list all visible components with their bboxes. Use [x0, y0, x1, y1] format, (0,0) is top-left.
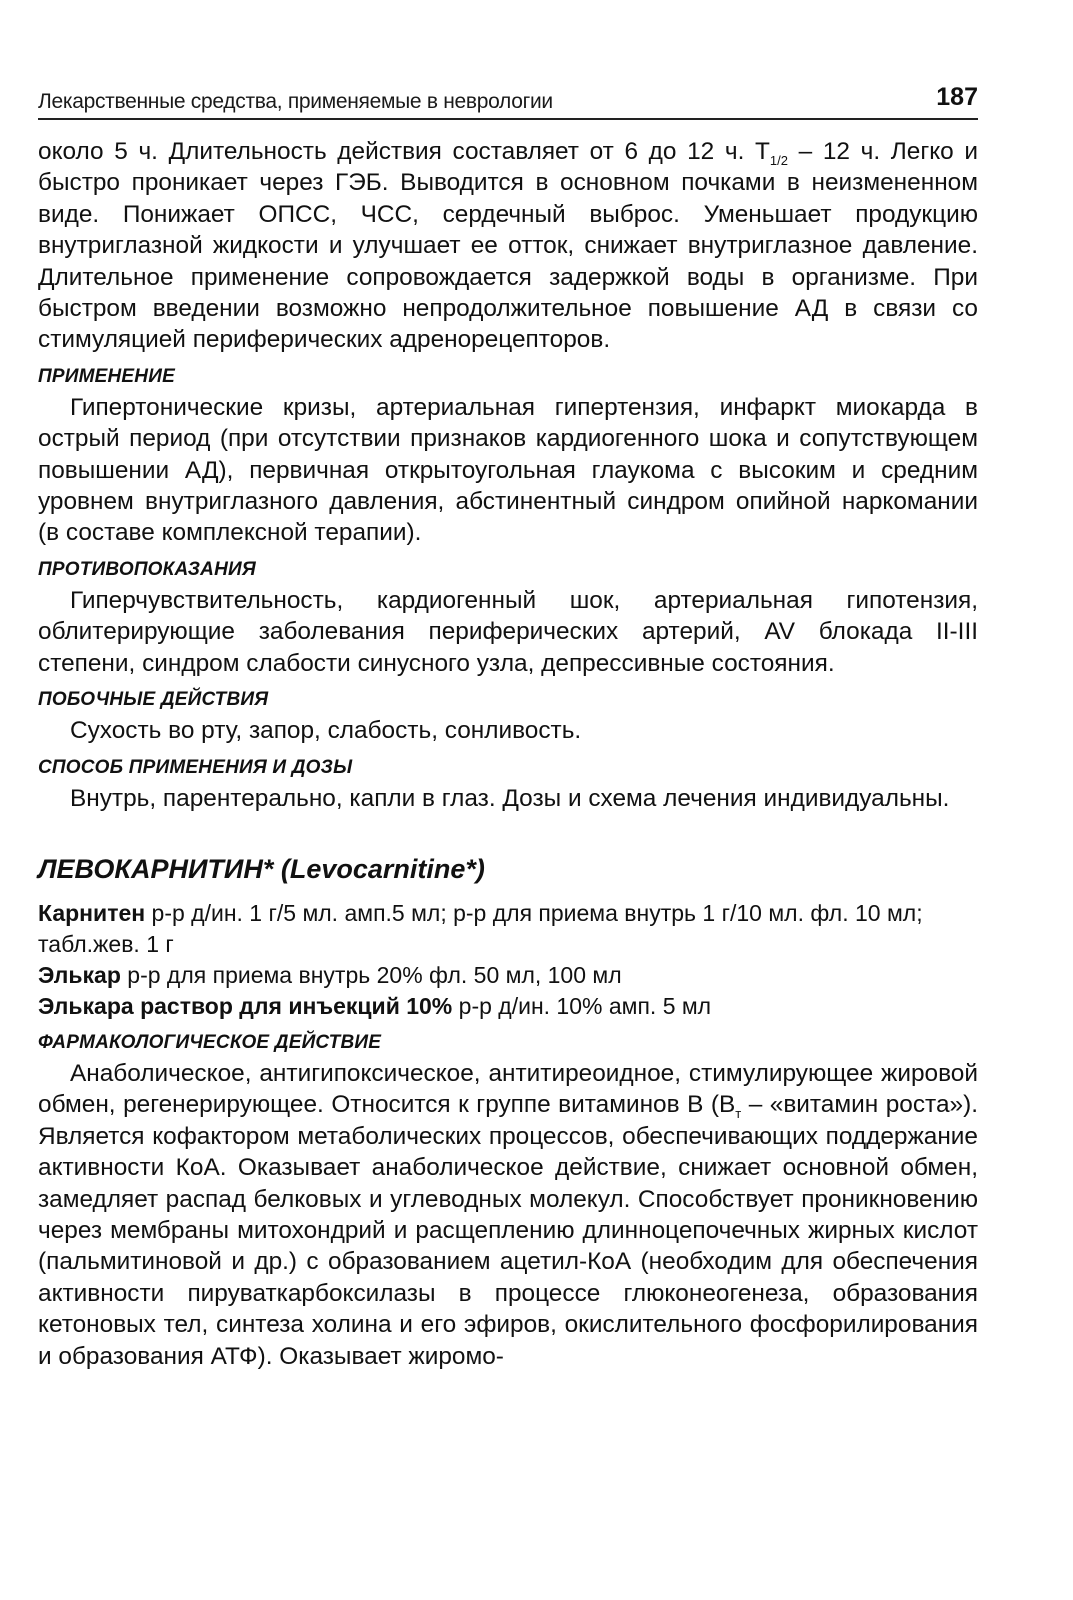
form-description: р-р д/ин. 1 г/5 мл. амп.5 мл; р-р для приема внутрь 1 г/10 мл. фл. 10 мл; табл.жев. 1 г [38, 899, 923, 957]
usage-text: Гипертонические кризы, артериальная гипертензия, инфаркт миокарда в острый период (при отсутствии признаков кардиогенного шока и сопутствующем повышении АД), первичная открытоугольная глаукома с высоким и средним уровнем внутриглазного давления, абстинентный синдром опийной наркомании (в составе комплексной терапии). [38, 393, 978, 547]
contraindications-text: Гиперчувствительность, кардиогенный шок, артериальная гипотензия, облитерирующие заболевания периферических артерий, AV блокада II-III степени, синдром слабости синусного узла, депрессивные состояния. [38, 586, 978, 677]
drug-title: ЛЕВОКАРНИТИН* (Levocarnitine*) [38, 853, 485, 884]
page-number: 187 [936, 83, 978, 111]
side-effects-text: Сухость во рту, запор, слабость, сонливость. [70, 717, 582, 745]
pharmacology-text: Анаболическое, антигипоксическое, антитиреоидное, стимулирующее жировой обмен, регенерирующее. Относится к группе витаминов В ($В_т$ – «витамин роста»). Является кофактором метаболических процессов, обеспечивающих поддержание активности КоА. Оказывает анаболическое действие, снижает основной обмен, замедляет распад белковых и углеводных молекул. Способствует проникновению через мембраны митохондрий и расщеплению длинноцепочечных жирных кислот (пальмитиновой и др.) с образованием ацетил-КоА (необходим для обеспечения активности пируваткарбоксилазы в процессе глюконеогенеза, образования кетоновых тел, синтеза холина и его эфиров, окислительного фосфорилирования и образования АТФ). Оказывает жиромо- [38, 1059, 978, 1370]
drug-form-item [38, 991, 978, 1022]
usage-heading: ПРИМЕНЕНИЕ [38, 365, 175, 387]
brand-name: Карнитен [38, 899, 146, 926]
page-header [38, 70, 978, 120]
running-title: Лекарственные средства, применяемые в неврологии [38, 90, 553, 113]
intro-paragraph: около 5 ч. Длительность действия составляет от 6 до 12 ч. $Т_{1/2} - 12$ ч. Легко и быстро проникает через ГЭБ. Выводится в основном почками в неизмененном виде. Понижает ОПСС, ЧСС, сердечный выброс. Уменьшает продукцию внутриглазной жидкости и улучшает ее отток, снижает внутриглазное давление. Длительное применение сопровождается задержкой воды в организме. При быстром введении возможно непродолжительное повышение АД в связи со стимуляцией периферических адренорецепторов. [38, 138, 978, 354]
form-description: р-р для приема внутрь 20% фл. 50 мл, 100 мл [120, 961, 622, 988]
brand-name: Элькар [38, 961, 121, 988]
drug-form-item [38, 960, 978, 991]
contraindications-heading: ПРОТИВОПОКАЗАНИЯ [38, 558, 256, 580]
page-content [38, 136, 978, 1372]
brand-name: Элькара раствор для инъекций 10% [38, 992, 453, 1019]
drug-forms [38, 898, 978, 1022]
dosage-text: Внутрь, парентерально, капли в глаз. Дозы и схема лечения индивидуальны. [70, 784, 950, 812]
drug-form-item [38, 898, 978, 960]
side-effects-heading: ПОБОЧНЫЕ ДЕЙСТВИЯ [38, 689, 269, 711]
dosage-heading: СПОСОБ ПРИМЕНЕНИЯ И ДОЗЫ [38, 756, 353, 778]
form-description: р-р д/ин. 10% амп. 5 мл [452, 992, 712, 1019]
pharmacology-heading: ФАРМАКОЛОГИЧЕСКОЕ ДЕЙСТВИЕ [38, 1031, 382, 1053]
